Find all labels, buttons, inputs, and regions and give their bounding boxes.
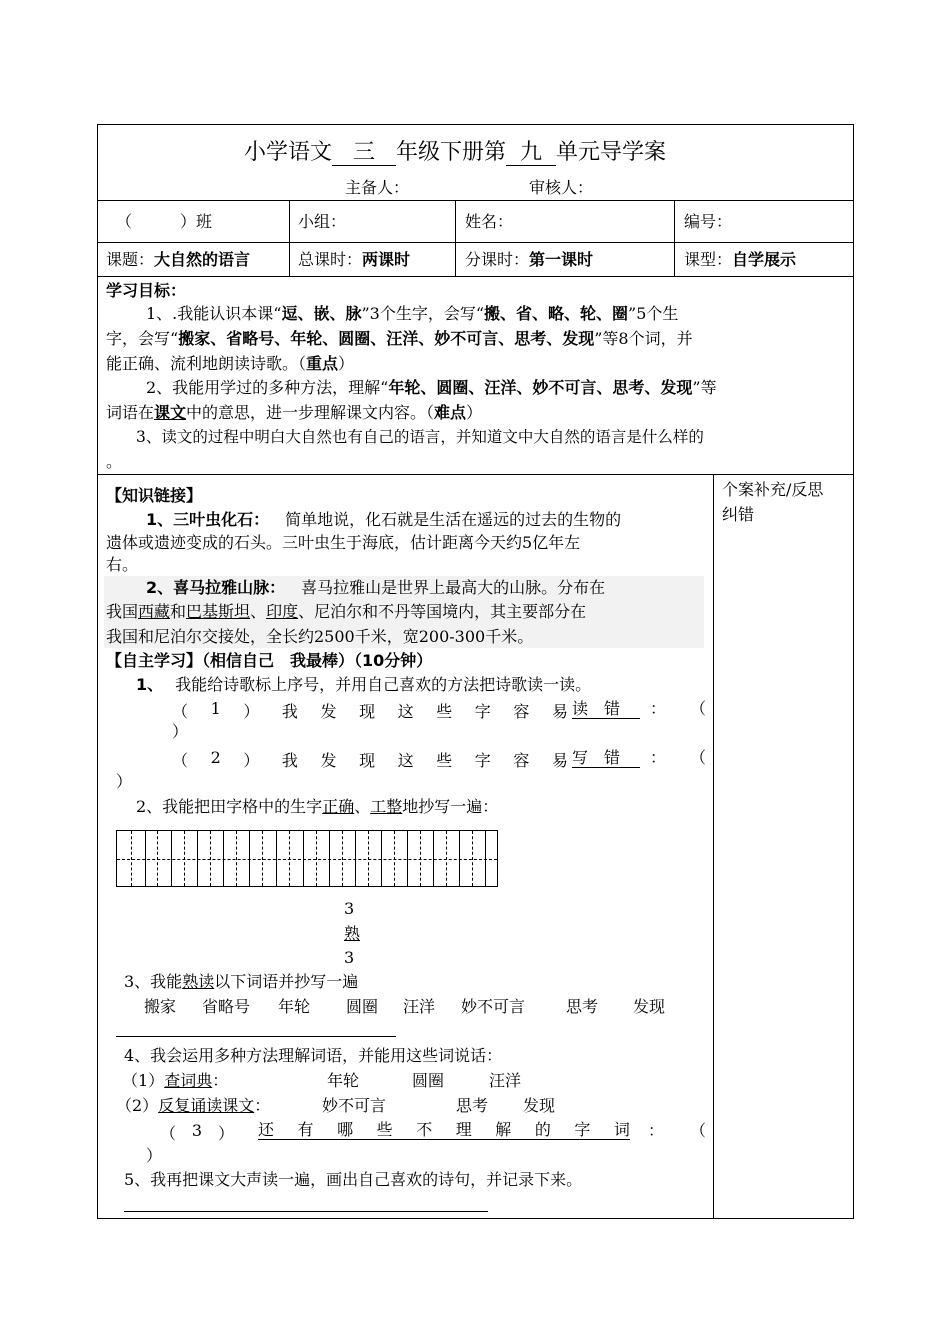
grid-center-line — [342, 831, 343, 886]
answer-paren-close: ） — [116, 772, 133, 791]
knowledge-2-line-2: 我国西藏和巴基斯坦、印度、尼泊尔和不丹等国境内，其主要部分在 — [106, 602, 587, 621]
word-list-item: 汪洋 — [489, 1071, 522, 1090]
row-divider — [97, 242, 854, 243]
grid-cell-border — [381, 831, 382, 886]
knowledge-1-line-1: 1、三叶虫化石： 简单地说，化石就是生活在遥远的过去的生物的 — [146, 510, 622, 529]
preparer-label: 主备人： — [345, 178, 410, 197]
grid-cell-border — [355, 831, 356, 886]
grid-center-line — [420, 831, 421, 886]
word-list-item: 年轮 — [327, 1071, 360, 1090]
side-note-line-1: 个案补充/反思 — [722, 480, 824, 499]
grid-cell-border — [303, 831, 304, 886]
question-4-1: （1）查词典： — [122, 1071, 229, 1090]
answer-line[interactable] — [124, 1211, 488, 1212]
answer-paren-close: ） — [172, 722, 189, 741]
grid-center-line — [289, 831, 290, 886]
answer-paren-open: （ — [690, 699, 707, 718]
col-divider — [674, 200, 675, 276]
grid-cell-border — [223, 831, 224, 886]
goal-3-line-1: 3、读文的过程中明白大自然也有自己的语言，并知道文中大自然的语言是什么样的 — [136, 428, 704, 446]
tianzige-grid[interactable] — [116, 830, 498, 887]
grid-cell-border — [276, 831, 277, 886]
grid-center-line — [117, 859, 497, 860]
grid-center-line — [236, 831, 237, 886]
total-hours-cell: 总课时：两课时 — [298, 250, 411, 269]
goal-2-line-1: 2、我能用学过的多种方法，理解“年轮、圆圈、汪洋、妙不可言、思考、发现”等 — [146, 378, 717, 397]
question-1-2-prompt: （ 2 ） 我 发 现 这 些 字 容 易 — [172, 748, 568, 770]
word-list-item: 妙不可言 — [461, 997, 526, 1016]
knowledge-2-line-1: 2、喜马拉雅山脉： 喜马拉雅山是世界上最高大的山脉。分布在 — [146, 578, 606, 597]
word-list-item: 圆圈 — [346, 997, 379, 1016]
word-list-item: 搬家 — [144, 997, 177, 1016]
question-1: 1、 我能给诗歌标上序号，并用自己喜欢的方法把诗歌读一读。 — [136, 675, 592, 694]
reviewer-label: 审核人： — [529, 178, 594, 197]
word-list-item: 思考 — [566, 997, 599, 1016]
question-3: 3、我能熟读以下词语并抄写一遍 — [124, 972, 359, 991]
question-2: 2、我能把田字格中的生字正确、工整地抄写一遍： — [136, 797, 499, 816]
question-4-2: （2）反复诵读课文： — [116, 1096, 271, 1115]
word-list-item: 思考 — [456, 1096, 489, 1115]
grid-cell-border — [171, 831, 172, 886]
number-label: 编号： — [684, 212, 733, 231]
question-1-1-prompt: （ 1 ） 我 发 现 这 些 字 容 易 — [172, 699, 568, 721]
grid-cell-border — [249, 831, 250, 886]
session-cell: 分课时：第一课时 — [465, 250, 594, 269]
question-4-3-colon: ： — [648, 1121, 665, 1140]
grid-center-line — [446, 831, 447, 886]
stray-mark: 3 — [344, 948, 355, 967]
goals-heading: 学习目标： — [106, 281, 187, 300]
question-4-3-prompt: 还 有 哪 些 不 理 解 的 字 词 — [258, 1120, 630, 1139]
knowledge-1-line-3: 右。 — [106, 555, 139, 574]
question-5: 5、我再把课文大声读一遍，画出自己喜欢的诗句，并记录下来。 — [124, 1170, 583, 1189]
grid-center-line — [472, 831, 473, 886]
knowledge-2-line-3: 我国和尼泊尔交接处，全长约2500千米，宽200-300千米。 — [106, 627, 534, 646]
question-4-3-prefix: （ 3 ） — [160, 1121, 234, 1143]
grid-center-line — [394, 831, 395, 886]
grid-cell-border — [197, 831, 198, 886]
answer-paren-open: （ — [690, 748, 707, 767]
stray-mark: 熟 — [344, 924, 361, 943]
col-divider — [289, 200, 290, 276]
grid-center-line — [316, 831, 317, 886]
word-list-item: 妙不可言 — [322, 1096, 387, 1115]
row-divider — [97, 276, 854, 277]
goal-1-line-3: 能正确、流利地朗读诗歌。（重点） — [106, 354, 355, 373]
class-label: （ ）班 — [116, 212, 213, 231]
grid-center-line — [262, 831, 263, 886]
stray-mark: 3 — [344, 899, 355, 918]
page-title: 小学语文 三 年级下册第 九 单元导学案 — [244, 140, 667, 165]
goal-3-line-2: 。 — [106, 452, 123, 471]
grid-cell-border — [485, 831, 486, 886]
goal-1-line-2: 字，会写“搬家、省略号、年轮、圆圈、汪洋、妙不可言、思考、发现”等8个词，并 — [106, 329, 693, 348]
grid-center-line — [184, 831, 185, 886]
grid-cell-border — [145, 831, 146, 886]
question-1-2-answer-label: 写 错 ： — [572, 748, 667, 767]
col-divider — [455, 200, 456, 276]
topic-cell: 课题：大自然的语言 — [106, 250, 251, 269]
grid-cell-border — [329, 831, 330, 886]
grid-center-line — [131, 831, 132, 886]
grid-center-line — [157, 831, 158, 886]
row-divider — [97, 474, 854, 475]
word-list-item: 发现 — [633, 997, 666, 1016]
name-label: 姓名： — [465, 212, 514, 231]
group-label: 小组： — [298, 212, 347, 231]
word-list-item: 汪洋 — [403, 997, 436, 1016]
word-list-item: 年轮 — [278, 997, 311, 1016]
word-list-item: 发现 — [523, 1096, 556, 1115]
goal-2-line-2: 词语在课文中的意思，进一步理解课文内容。（难点） — [106, 403, 483, 422]
answer-line[interactable] — [116, 1036, 396, 1037]
word-list-item: 省略号 — [202, 997, 251, 1016]
side-note-line-2: 纠错 — [722, 505, 755, 524]
lesson-type-cell: 课型：自学展示 — [684, 250, 797, 269]
grid-cell-border — [407, 831, 408, 886]
grid-cell-border — [459, 831, 460, 886]
question-1-1-answer-label: 读 错 ： — [572, 699, 667, 718]
answer-paren-open: （ — [690, 1121, 707, 1140]
knowledge-heading: 【知识链接】 — [106, 486, 203, 505]
grid-center-line — [210, 831, 211, 886]
grid-center-line — [368, 831, 369, 886]
question-4: 4、我会运用多种方法理解词语，并能用这些词说话： — [124, 1046, 503, 1065]
knowledge-1-line-2: 遗体或遗迹变成的石头。三叶虫生于海底，估计距离今天约5亿年左 — [106, 533, 581, 552]
self-study-heading: 【自主学习】（相信自己 我最棒）（10分钟） — [106, 651, 433, 670]
row-divider — [97, 200, 854, 201]
word-list-item: 圆圈 — [412, 1071, 445, 1090]
grid-cell-border — [433, 831, 434, 886]
answer-paren-close: ） — [146, 1146, 163, 1165]
col-divider — [713, 474, 714, 1219]
goal-1-line-1: 1、.我能认识本课“逗、嵌、脉”3个生字，会写“搬、省、略、轮、圈”5个生 — [146, 304, 679, 323]
